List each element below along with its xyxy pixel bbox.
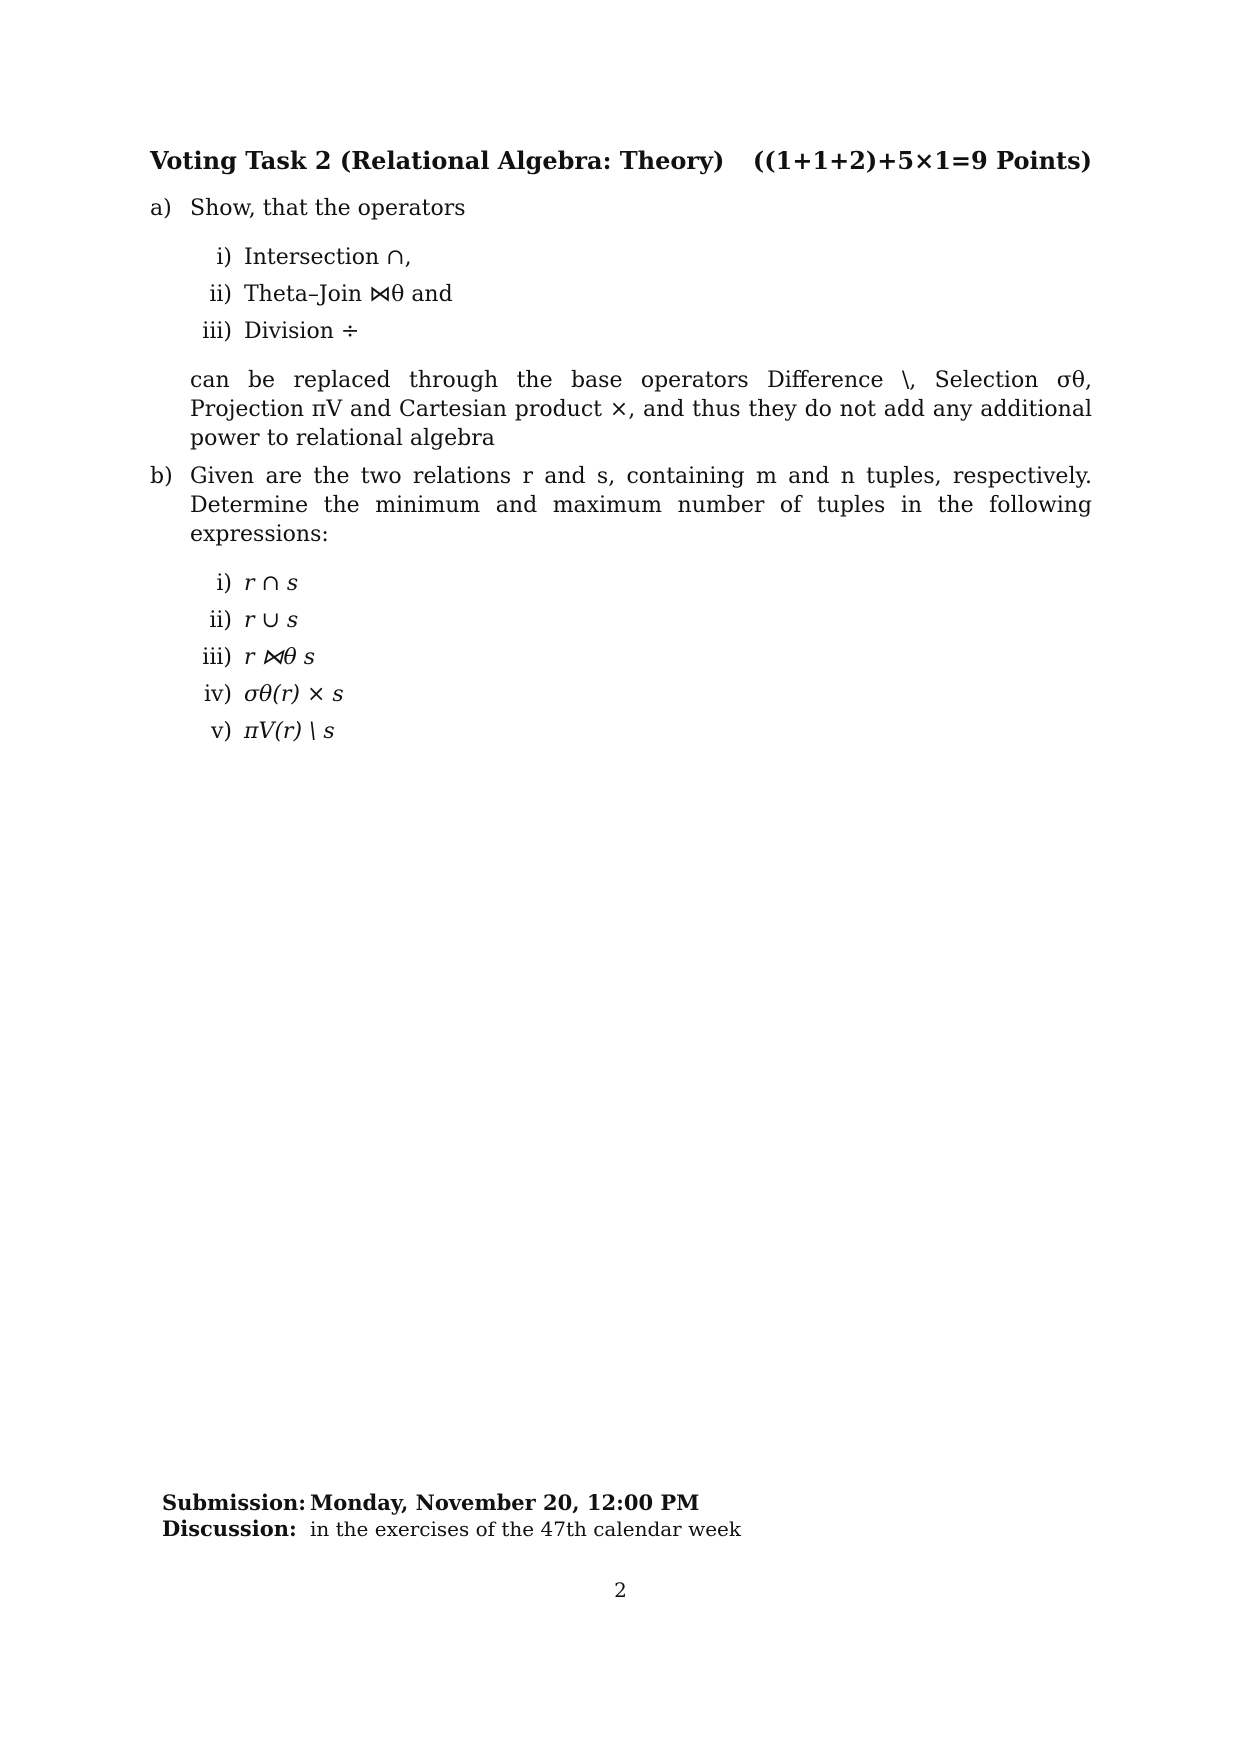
list-item-number: ii) [209, 608, 232, 633]
list-item-number: i) [216, 571, 232, 596]
list-item-number: i) [216, 245, 232, 270]
list-item-expression: r ⋈θ s [244, 645, 316, 670]
list-item-number: iii) [202, 645, 232, 670]
part-a-intro: Show, that the operators [190, 196, 466, 221]
submission-row [162, 1490, 741, 1516]
part-b [150, 462, 1092, 766]
list-item-expression: πV(r) \ s [244, 719, 335, 744]
part-b-intro: Given are the two relations r and s, containing m and n tuples, respectively. Determine the minimum and maximum number of tuples in the following expressions: [190, 464, 1092, 547]
list-item-number: ii) [209, 282, 232, 307]
discussion-value: in the exercises of the 47th calendar week [310, 1517, 742, 1541]
part-a-marker: a) [150, 196, 172, 221]
list-item-expression: r ∪ s [244, 608, 299, 633]
list-item [190, 276, 1092, 313]
part-b-list [190, 565, 1092, 750]
part-b-marker: b) [150, 464, 173, 489]
list-item-expression: r ∩ s [244, 571, 299, 596]
list-item [190, 239, 1092, 276]
list-item [190, 713, 1092, 750]
list-item-text: Intersection ∩, [244, 245, 412, 270]
list-item-number: iv) [203, 682, 232, 707]
list-item-text: Division ÷ [244, 319, 360, 344]
list-item [190, 565, 1092, 602]
list-item-expression: σθ(r) × s [244, 682, 344, 707]
page-number: 2 [614, 1578, 627, 1602]
task-header [150, 146, 1092, 175]
list-item [190, 602, 1092, 639]
task-points: ((1+1+2)+5×1=9 Points) [752, 146, 1092, 175]
list-item-number: v) [210, 719, 232, 744]
submission-value: Monday, November 20, 12:00 PM [310, 1490, 700, 1515]
footer-info [162, 1490, 741, 1542]
list-item-text: Theta–Join ⋈θ and [244, 282, 453, 307]
list-item-number: iii) [202, 319, 232, 344]
submission-label: Submission: [162, 1490, 306, 1515]
list-item [190, 639, 1092, 676]
task-title: Voting Task 2 (Relational Algebra: Theory) [150, 146, 725, 175]
part-a-list [190, 239, 1092, 350]
discussion-row [162, 1516, 741, 1542]
list-item [190, 313, 1092, 350]
list-item [190, 676, 1092, 713]
part-a-conclusion: can be replaced through the base operators Difference \, Selection σθ, Projection πV and Cartesian product ×, and thus they do not add any additional power to relational algebra [190, 368, 1092, 451]
discussion-label: Discussion: [162, 1516, 297, 1541]
part-a [150, 194, 1092, 453]
